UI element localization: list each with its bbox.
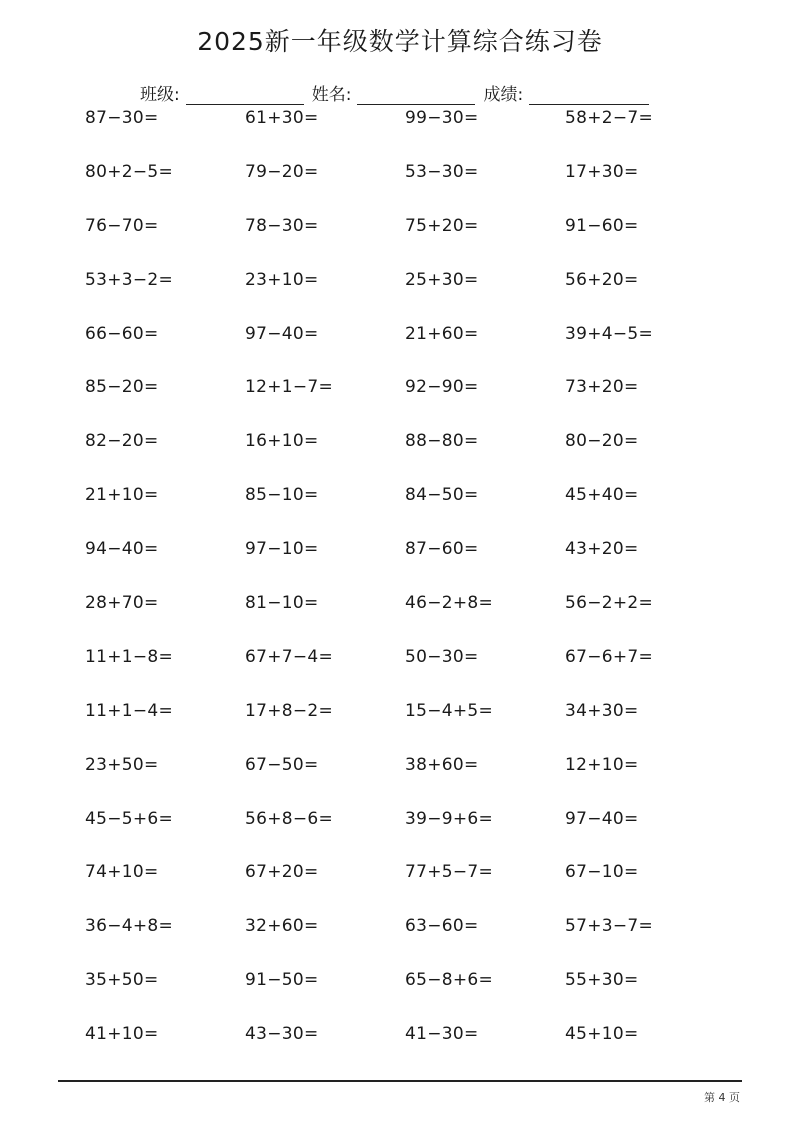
- problem-row: [85, 699, 725, 753]
- problem-item: 74+10=: [85, 862, 159, 883]
- problem-item: 53−30=: [405, 161, 479, 182]
- problem-item: 87−30=: [85, 108, 159, 128]
- problem-item: 41−30=: [405, 1024, 479, 1045]
- problem-item: 63−60=: [405, 916, 479, 937]
- problem-row: [85, 106, 725, 160]
- problem-item: 12+1−7=: [245, 377, 334, 398]
- problem-row: [85, 753, 725, 807]
- problem-item: 82−20=: [85, 431, 159, 452]
- problem-grid: [85, 106, 725, 1076]
- problem-item: 67−50=: [245, 754, 319, 775]
- problem-item: 50−30=: [405, 646, 479, 667]
- class-field: [140, 80, 304, 105]
- problem-item: 66−60=: [85, 323, 159, 344]
- problem-item: 39+4−5=: [565, 323, 654, 344]
- problem-item: 25+30=: [405, 269, 479, 290]
- problem-item: 87−60=: [405, 539, 479, 560]
- problem-row: [85, 322, 725, 376]
- problem-item: 23+50=: [85, 754, 159, 775]
- problem-row: [85, 214, 725, 268]
- page-number: 第 4 页: [704, 1091, 740, 1104]
- score-blank: [529, 88, 649, 105]
- problem-item: 45−5+6=: [85, 808, 174, 829]
- problem-row: [85, 591, 725, 645]
- problem-item: 21+10=: [85, 485, 159, 506]
- problem-item: 67+7−4=: [245, 646, 334, 667]
- problem-row: [85, 914, 725, 968]
- problem-item: 61+30=: [245, 108, 319, 128]
- problem-item: 92−90=: [405, 377, 479, 398]
- problem-item: 67−6+7=: [565, 646, 654, 667]
- problem-item: 55+30=: [565, 970, 639, 991]
- problem-item: 91−60=: [565, 215, 639, 236]
- problem-row: [85, 1022, 725, 1076]
- problem-row: [85, 860, 725, 914]
- class-blank: [186, 88, 304, 105]
- problem-item: 45+40=: [565, 485, 639, 506]
- problem-row: [85, 483, 725, 537]
- problem-item: 97−40=: [245, 323, 319, 344]
- problem-item: 43−30=: [245, 1024, 319, 1045]
- problem-item: 15−4+5=: [405, 700, 494, 721]
- problem-item: 56+8−6=: [245, 808, 334, 829]
- problem-item: 75+20=: [405, 215, 479, 236]
- problem-item: 45+10=: [565, 1024, 639, 1045]
- problem-item: 56−2+2=: [565, 593, 654, 614]
- problem-item: 84−50=: [405, 485, 479, 506]
- footer-divider: [58, 1080, 742, 1082]
- problem-item: 16+10=: [245, 431, 319, 452]
- name-field: [312, 80, 476, 105]
- problem-item: 36−4+8=: [85, 916, 174, 937]
- problem-item: 67−10=: [565, 862, 639, 883]
- problem-row: [85, 968, 725, 1022]
- problem-item: 35+50=: [85, 970, 159, 991]
- problem-item: 85−10=: [245, 485, 319, 506]
- problem-item: 12+10=: [565, 754, 639, 775]
- problem-item: 80+2−5=: [85, 161, 174, 182]
- problem-item: 58+2−7=: [565, 108, 654, 128]
- problem-item: 32+60=: [245, 916, 319, 937]
- problem-row: [85, 160, 725, 214]
- problem-item: 97−10=: [245, 539, 319, 560]
- problem-row: [85, 645, 725, 699]
- problem-item: 65−8+6=: [405, 970, 494, 991]
- problem-item: 11+1−8=: [85, 646, 174, 667]
- problem-row: [85, 429, 725, 483]
- problem-item: 41+10=: [85, 1024, 159, 1045]
- problem-item: 38+60=: [405, 754, 479, 775]
- problem-item: 85−20=: [85, 377, 159, 398]
- student-info-row: [140, 80, 657, 105]
- problem-item: 94−40=: [85, 539, 159, 560]
- problem-row: [85, 537, 725, 591]
- page-title: 2025新一年级数学计算综合练习卷: [197, 27, 603, 56]
- problem-item: 97−40=: [565, 808, 639, 829]
- problem-item: 99−30=: [405, 108, 479, 128]
- problem-item: 76−70=: [85, 215, 159, 236]
- problem-item: 23+10=: [245, 269, 319, 290]
- problem-item: 57+3−7=: [565, 916, 654, 937]
- problem-item: 46−2+8=: [405, 593, 494, 614]
- score-label: 成绩:: [483, 85, 524, 105]
- problem-item: 80−20=: [565, 431, 639, 452]
- class-label: 班级:: [140, 85, 180, 105]
- problem-item: 77+5−7=: [405, 862, 494, 883]
- problem-item: 43+20=: [565, 539, 639, 560]
- problem-item: 39−9+6=: [405, 808, 494, 829]
- problem-item: 78−30=: [245, 215, 319, 236]
- problem-row: [85, 807, 725, 861]
- score-field: [483, 80, 649, 105]
- problem-item: 81−10=: [245, 593, 319, 614]
- problem-item: 53+3−2=: [85, 269, 174, 290]
- problem-item: 34+30=: [565, 700, 639, 721]
- problem-item: 91−50=: [245, 970, 319, 991]
- problem-row: [85, 268, 725, 322]
- problem-item: 28+70=: [85, 593, 159, 614]
- name-blank: [357, 88, 475, 105]
- problem-item: 21+60=: [405, 323, 479, 344]
- problem-item: 11+1−4=: [85, 700, 174, 721]
- problem-item: 17+8−2=: [245, 700, 334, 721]
- problem-item: 79−20=: [245, 161, 319, 182]
- problem-item: 88−80=: [405, 431, 479, 452]
- problem-item: 67+20=: [245, 862, 319, 883]
- problem-item: 56+20=: [565, 269, 639, 290]
- problem-item: 73+20=: [565, 377, 639, 398]
- problem-item: 17+30=: [565, 161, 639, 182]
- name-label: 姓名:: [311, 85, 352, 105]
- problem-row: [85, 375, 725, 429]
